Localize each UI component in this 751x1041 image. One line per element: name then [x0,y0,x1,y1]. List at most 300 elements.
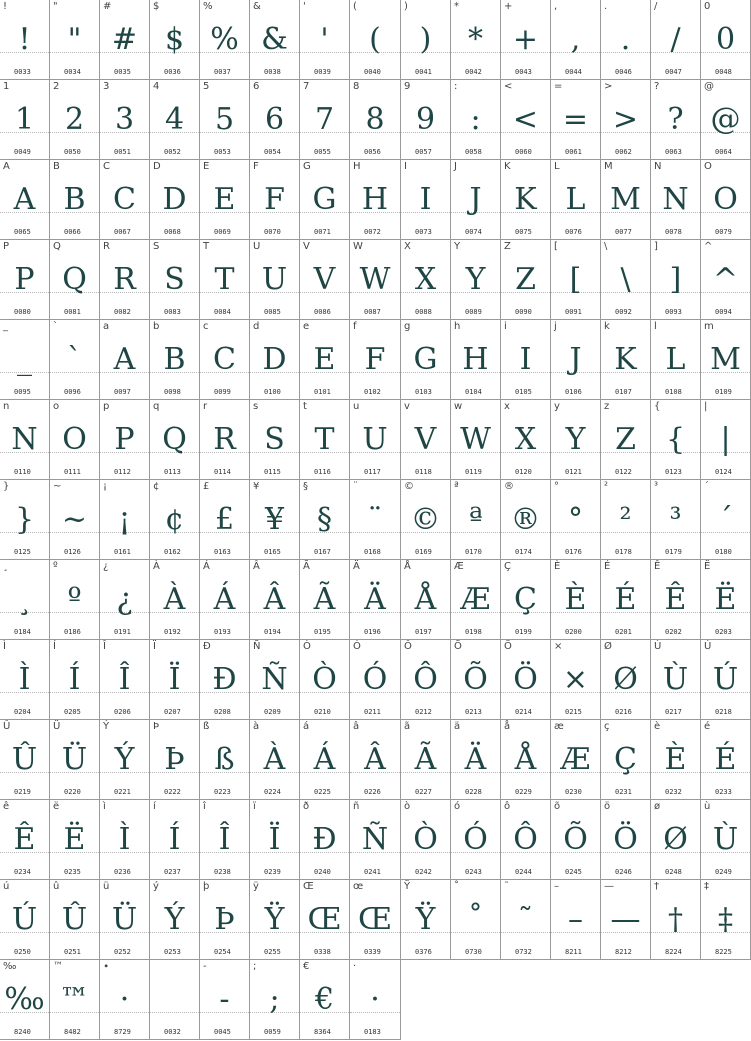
glyph-code: 0225 [314,788,331,796]
glyph-sample: ª [468,502,483,537]
glyph-char-label: Ÿ [404,881,411,892]
glyph-cell [150,0,200,80]
glyph-cell [701,160,751,240]
glyph-cell [150,80,200,160]
glyph-char-label: Õ [454,641,462,652]
glyph-sample: @ [710,102,741,137]
glyph-char-label: - [203,961,207,972]
glyph-cell [601,80,651,160]
glyph-sample: V [313,262,336,297]
glyph-sample: È [664,742,687,777]
glyph-code: 8364 [314,1028,331,1036]
glyph-cell [551,640,601,720]
glyph-code: 0249 [715,868,732,876]
glyph-char-label: D [153,161,161,172]
glyph-code: 0041 [415,68,432,76]
glyph-char-label: Þ [153,721,160,732]
glyph-char-label: + [504,1,513,12]
glyph-sample: ( [369,22,381,57]
glyph-cell [350,560,401,640]
glyph-char-label: œ [353,881,364,892]
glyph-cell [701,240,751,320]
glyph-char-label: i [504,321,507,332]
glyph-code: 0193 [214,628,231,636]
glyph-char-label: é [704,721,711,732]
glyph-code: 0112 [114,468,131,476]
glyph-cell [601,720,651,800]
glyph-cell [150,720,200,800]
glyph-cell [200,720,250,800]
glyph-sample: A [13,182,36,217]
glyph-sample: ‡ [718,902,733,937]
glyph-sample: M [710,342,741,377]
glyph-char-label: å [504,721,511,732]
glyph-code: 0221 [114,788,131,796]
glyph-sample: , [570,22,581,57]
glyph-cell [350,320,401,400]
glyph-cell [651,480,701,560]
glyph-code: 0071 [314,228,331,236]
glyph-char-label: p [103,401,110,412]
glyph-code: 0103 [415,388,432,396]
glyph-sample: Ñ [261,662,288,697]
glyph-code: 0238 [214,868,231,876]
glyph-code: 8212 [615,948,632,956]
glyph-code: 0170 [465,548,482,556]
glyph-code: 0086 [314,308,331,316]
glyph-code: 0039 [314,68,331,76]
glyph-char-label: d [253,321,260,332]
glyph-cell [451,400,501,480]
glyph-sample: : [470,102,481,137]
glyph-code: 0087 [364,308,381,316]
glyph-code: 0045 [214,1028,231,1036]
glyph-code: 0101 [314,388,331,396]
glyph-code: 0115 [264,468,281,476]
glyph-char-label: ç [604,721,610,732]
glyph-cell [701,640,751,720]
glyph-sample: Ð [312,822,337,857]
glyph-char-label: U [253,241,261,252]
glyph-char-label: 7 [303,81,310,92]
glyph-sample: Ñ [361,822,389,857]
glyph-code: 0097 [114,388,131,396]
glyph-sample: P [14,262,35,297]
glyph-sample: J [469,182,482,217]
glyph-sample: Ù [662,662,689,697]
glyph-sample: R [213,422,236,457]
glyph-cell [601,320,651,400]
glyph-code: 0201 [615,628,632,636]
glyph-sample: Ÿ [415,902,436,937]
glyph-code: 0229 [515,788,532,796]
glyph-cell [100,480,150,560]
glyph-code: 0089 [465,308,482,316]
glyph-code: 0205 [64,708,81,716]
glyph-char-label: Z [504,241,511,252]
glyph-cell [250,480,300,560]
glyph-char-label: ß [203,721,210,732]
glyph-char-label: ¿ [103,561,109,572]
glyph-sample: ‰ [4,982,45,1017]
glyph-sample: M [610,182,641,217]
glyph-sample: Å [414,582,437,617]
glyph-char-label: Ú [704,641,712,652]
glyph-sample: L [565,182,586,217]
glyph-cell [651,720,701,800]
glyph-code: 0052 [164,148,181,156]
glyph-char-label: s [253,401,259,412]
glyph-sample: W [460,422,491,457]
glyph-cell [651,240,701,320]
glyph-char-label: ˚ [454,881,459,892]
glyph-code: 0077 [615,228,632,236]
glyph-code: 0339 [364,948,381,956]
glyph-sample: Ï [268,822,281,857]
glyph-cell [200,960,250,1040]
glyph-cell [150,160,200,240]
glyph-cell [250,720,300,800]
glyph-cell [350,240,401,320]
glyph-char-label: ª [454,481,459,492]
glyph-cell [350,80,401,160]
glyph-char-label: Ê [654,561,661,572]
glyph-sample: U [362,422,388,457]
glyph-code: 0169 [415,548,432,556]
glyph-code: 0033 [14,68,31,76]
glyph-cell [401,800,451,880]
glyph-char-label: ? [654,81,660,92]
glyph-char-label: 3 [103,81,110,92]
glyph-char-label: v [404,401,410,412]
glyph-cell [601,160,651,240]
glyph-code: 0056 [364,148,381,156]
glyph-code: 0248 [665,868,682,876]
glyph-code: 0040 [364,68,381,76]
glyph-sample: Ø [663,822,688,857]
glyph-cell [651,80,701,160]
glyph-char-label: L [554,161,560,172]
glyph-sample: Q [62,262,87,297]
glyph-code: 0067 [114,228,131,236]
glyph-char-label: ¢ [153,481,160,492]
glyph-char-label: S [153,241,160,252]
glyph-code: 0191 [114,628,131,636]
glyph-sample: # [111,22,138,57]
glyph-sample: ˜ [518,902,533,937]
glyph-code: 0054 [264,148,281,156]
glyph-code: 0072 [364,228,381,236]
glyph-char-label: l [654,321,657,332]
glyph-cell [300,560,350,640]
glyph-sample: E [213,182,236,217]
glyph-code: 0050 [64,148,81,156]
glyph-code: 0244 [515,868,532,876]
glyph-sample: Á [213,582,236,617]
glyph-cell [701,880,751,960]
glyph-cell [100,320,150,400]
glyph-cell [651,160,701,240]
glyph-code: 8729 [114,1028,131,1036]
glyph-code: 0121 [565,468,582,476]
glyph-cell [150,640,200,720]
glyph-code: 0079 [715,228,732,236]
glyph-sample: Ã [414,742,437,777]
glyph-cell [250,80,300,160]
glyph-sample: 0 [715,22,736,57]
glyph-sample: H [462,342,489,377]
glyph-code: 0085 [264,308,281,316]
glyph-char-label: Ù [654,641,662,652]
glyph-code: 0226 [364,788,381,796]
glyph-char-label: G [303,161,311,172]
glyph-cell [100,160,150,240]
glyph-sample: Ò [312,662,337,697]
glyph-code: 0059 [264,1028,281,1036]
glyph-sample: 7 [314,102,335,137]
glyph-code: 0253 [164,948,181,956]
glyph-sample: Œ [357,902,393,937]
glyph-char-label: ¸ [3,561,8,572]
glyph-cell [401,0,451,80]
glyph-code: 0092 [615,308,632,316]
glyph-code: 0116 [314,468,331,476]
glyph-sample: Í [68,662,81,697]
glyph-code: 0178 [615,548,632,556]
glyph-cell [300,160,350,240]
glyph-cell [651,320,701,400]
glyph-char-label: õ [554,801,561,812]
glyph-char-label: ' [303,1,306,12]
glyph-sample: Æ [560,742,591,777]
glyph-char-label: ´ [704,481,709,492]
glyph-cell [601,0,651,80]
glyph-cell [350,640,401,720]
glyph-cell [501,400,551,480]
glyph-char-label: ê [3,801,10,812]
glyph-sample: * [468,22,483,57]
glyph-sample: Æ [460,582,491,617]
glyph-cell [551,0,601,80]
glyph-code: 0237 [164,868,181,876]
glyph-char-label: N [654,161,662,172]
glyph-char-label: { [654,401,661,412]
glyph-char-label: y [554,401,560,412]
glyph-cell [150,400,200,480]
glyph-char-label: á [303,721,310,732]
glyph-cell [551,160,601,240]
glyph-char-label: Ô [404,641,412,652]
glyph-sample: Õ [563,822,588,857]
glyph-char-label: 0 [704,1,711,12]
glyph-code: 0055 [314,148,331,156]
glyph-code: 0048 [715,68,732,76]
glyph-sample: Ö [613,822,638,857]
glyph-sample: - [219,982,230,1017]
glyph-char-label: ¡ [103,481,108,492]
glyph-cell [350,800,401,880]
glyph-cell [100,800,150,880]
glyph-sample: À [163,582,186,617]
glyph-code: 0078 [665,228,682,236]
glyph-sample: Ä [364,582,386,617]
glyph-cell [0,960,50,1040]
glyph-cell [200,800,250,880]
glyph-sample: Ó [362,662,388,697]
glyph-code: 0053 [214,148,231,156]
glyph-cell [451,80,501,160]
glyph-char-label: q [153,401,160,412]
glyph-sample: ) [419,22,432,57]
glyph-cell [50,720,100,800]
glyph-code: 0109 [715,388,732,396]
glyph-code: 0214 [515,708,532,716]
glyph-code: 0236 [114,868,131,876]
glyph-char-label: Ü [53,721,61,732]
glyph-code: 0068 [164,228,181,236]
glyph-sample: · [119,982,130,1017]
glyph-char-label: 1 [3,81,10,92]
glyph-sample: X [514,422,537,457]
glyph-cell [0,800,50,880]
glyph-char-label: % [203,1,213,12]
glyph-code: 0203 [715,628,732,636]
glyph-cell [200,0,250,80]
glyph-cell [551,480,601,560]
glyph-char-label: ë [53,801,60,812]
glyph-char-label: \ [604,241,608,252]
glyph-char-label: 9 [404,81,411,92]
glyph-sample: 2 [64,102,85,137]
glyph-char-label: 6 [253,81,260,92]
glyph-sample: G [312,182,337,217]
glyph-char-label: ¨ [353,481,358,492]
glyph-char-label: ‰ [3,961,17,972]
glyph-code: 0197 [415,628,432,636]
glyph-sample: Ô [413,662,438,697]
glyph-char-label: f [353,321,357,332]
glyph-code: 0125 [14,548,31,556]
glyph-char-label: ñ [353,801,360,812]
glyph-cell [50,320,100,400]
glyph-cell [701,80,751,160]
glyph-sample: Z [615,422,636,457]
glyph-sample: Û [61,902,88,937]
glyph-char-label: K [504,161,511,172]
glyph-sample: ¿ [116,582,133,617]
glyph-code: 0206 [114,708,131,716]
glyph-sample: $ [164,22,185,57]
glyph-cell [100,0,150,80]
glyph-sample: £ [214,502,235,537]
glyph-char-label: ÿ [253,881,259,892]
glyph-code: 0096 [64,388,81,396]
glyph-code: 0174 [515,548,532,556]
glyph-cell [551,240,601,320]
glyph-sample: T [214,262,235,297]
glyph-code: 0223 [214,788,231,796]
glyph-char-label: k [604,321,610,332]
glyph-char-label: Ç [504,561,511,572]
glyph-code: 0066 [64,228,81,236]
glyph-sample: Ó [463,822,488,857]
glyph-cell [100,640,150,720]
glyph-char-label: V [303,241,310,252]
glyph-char-label: í [153,801,156,812]
glyph-cell [50,80,100,160]
glyph-code: 8225 [715,948,732,956]
glyph-sample: À [263,742,286,777]
glyph-code: 0219 [14,788,31,796]
glyph-char-label: ! [3,1,8,12]
glyph-char-label: Ã [303,561,310,572]
glyph-char-label: ù [704,801,711,812]
glyph-sample: Ÿ [264,902,285,937]
glyph-sample: Œ [307,902,342,937]
glyph-sample: ¡ [118,502,131,537]
glyph-sample: F [264,182,285,217]
glyph-cell [0,480,50,560]
glyph-char-label: ² [604,481,609,492]
glyph-code: 0037 [214,68,231,76]
glyph-char-label: [ [554,241,558,252]
glyph-cell [100,880,150,960]
glyph-cell [250,960,300,1040]
glyph-sample: L [665,342,686,377]
glyph-sample: Y [465,262,486,297]
glyph-code: 0075 [515,228,532,236]
glyph-cell [401,400,451,480]
glyph-cell [200,240,250,320]
glyph-code: 0250 [14,948,31,956]
glyph-code: 0212 [415,708,432,716]
glyph-code: 0161 [114,548,131,556]
glyph-char-label: Î [103,641,106,652]
glyph-cell [100,960,150,1040]
glyph-cell [501,800,551,880]
glyph-sample: Ò [413,822,438,857]
glyph-code: 0094 [715,308,732,316]
glyph-cell [551,720,601,800]
glyph-code: 0218 [715,708,732,716]
glyph-sample: ~ [61,502,88,537]
glyph-char-label: b [153,321,160,332]
glyph-sample: § [317,502,332,537]
glyph-code: 0732 [515,948,532,956]
glyph-code: 0198 [465,628,482,636]
glyph-char-label: ∙ [103,961,110,972]
glyph-code: 0233 [715,788,732,796]
glyph-cell [250,400,300,480]
glyph-code: 0110 [14,468,31,476]
glyph-sample: Ø [613,662,638,697]
glyph-code: 0090 [515,308,532,316]
glyph-char-label: ) [404,1,408,12]
glyph-sample: ? [667,102,684,137]
glyph-cell [100,560,150,640]
glyph-char-label: Û [3,721,11,732]
glyph-char-label: / [654,1,658,12]
glyph-cell [300,880,350,960]
glyph-code: 0208 [214,708,231,716]
glyph-char-label: T [203,241,210,252]
glyph-cell [350,400,401,480]
glyph-char-label: Å [404,561,411,572]
glyph-code: 0196 [364,628,381,636]
glyph-code: 0207 [164,708,181,716]
glyph-sample: T [314,422,335,457]
glyph-cell [0,560,50,640]
